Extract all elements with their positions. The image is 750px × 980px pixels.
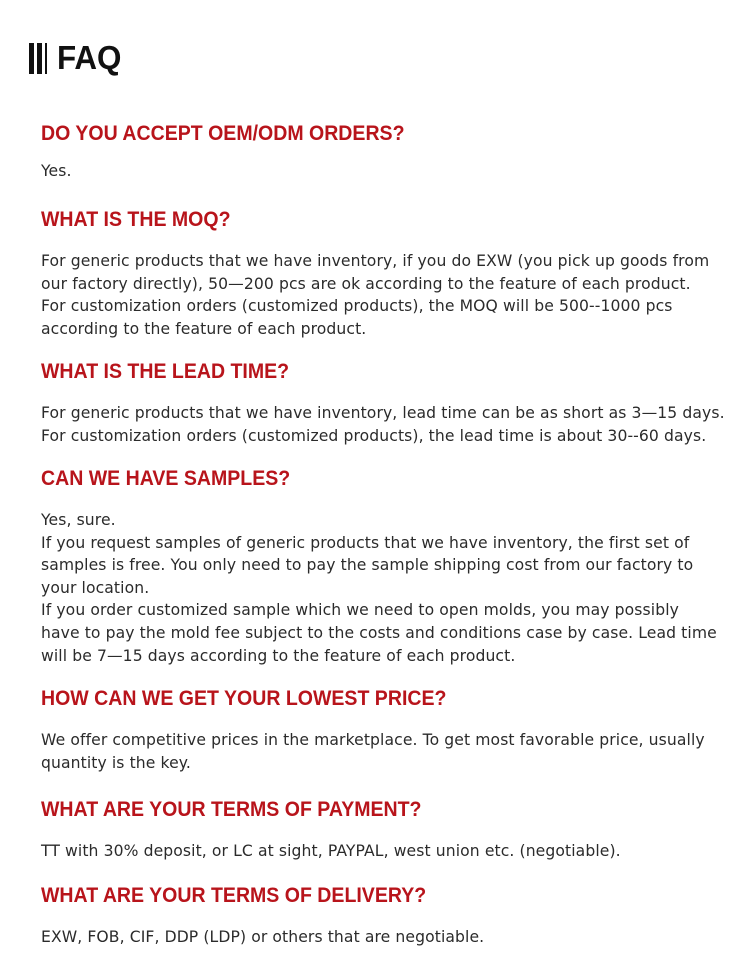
faq-question: HOW CAN WE GET YOUR LOWEST PRICE?: [41, 687, 447, 710]
bar-thick-1: [29, 43, 34, 74]
faq-header: [29, 40, 125, 76]
faq-answer: [41, 509, 731, 667]
faq-answer: [41, 840, 731, 863]
faq-answer: [41, 160, 731, 183]
faq-answer: [41, 402, 731, 447]
answer-line: EXW, FOB, CIF, DDP (LDP) or others that are negotiable.: [41, 928, 485, 946]
faq-question: WHAT IS THE LEAD TIME?: [41, 360, 290, 383]
faq-question: DO YOU ACCEPT OEM/ODM ORDERS?: [41, 122, 405, 145]
answer-line: quantity is the key.: [41, 753, 191, 772]
faq-answer: [41, 729, 731, 774]
page-title: FAQ: [57, 39, 122, 76]
answer-line: If you order customized sample which we need to open molds, you may possibly: [41, 601, 679, 620]
faq-question: CAN WE HAVE SAMPLES?: [41, 467, 291, 490]
faq-item-moq: [41, 207, 731, 340]
faq-item-payment: [41, 797, 731, 863]
answer-line: Yes, sure.: [41, 511, 116, 529]
answer-line: have to pay the mold fee subject to the costs and conditions case by case. Lead time: [41, 623, 717, 642]
triple-bar-icon: [29, 43, 47, 74]
answer-line: your location.: [41, 578, 150, 597]
bar-thick-2: [37, 43, 42, 74]
answer-line: For customization orders (customized products), the MOQ will be 500--1000 pcs: [41, 297, 673, 316]
answer-line: according to the feature of each product.: [41, 319, 367, 338]
answer-line: We offer competitive prices in the marketplace. To get most favorable price, usually: [41, 731, 705, 749]
faq-question: WHAT ARE YOUR TERMS OF DELIVERY?: [41, 884, 427, 907]
answer-line: For generic products that we have inventory, lead time can be as short as 3—15 days.: [41, 404, 725, 422]
faq-item-samples: [41, 466, 731, 667]
answer-line: will be 7—15 days according to the feature of each product.: [41, 646, 516, 665]
answer-line: If you request samples of generic products that we have inventory, the first set of: [41, 533, 690, 552]
answer-line: For generic products that we have inventory, if you do EXW (you pick up goods from: [41, 252, 710, 270]
faq-question: WHAT ARE YOUR TERMS OF PAYMENT?: [41, 798, 422, 821]
faq-item-lead-time: [41, 359, 731, 447]
faq-item-price: [41, 686, 731, 774]
faq-item-oem: [41, 121, 731, 183]
answer-line: Yes.: [41, 162, 72, 180]
answer-line: our factory directly), 50—200 pcs are ok according to the feature of each product.: [41, 274, 691, 293]
faq-item-delivery: [41, 883, 731, 949]
answer-line: TT with 30% deposit, or LC at sight, PAYPAL, west union etc. (negotiable).: [41, 842, 621, 860]
answer-line: samples is free. You only need to pay the sample shipping cost from our factory to: [41, 556, 694, 575]
answer-line: For customization orders (customized products), the lead time is about 30--60 days.: [41, 426, 707, 445]
bar-thin: [45, 43, 47, 74]
faq-question: WHAT IS THE MOQ?: [41, 208, 231, 231]
faq-answer: [41, 250, 731, 340]
faq-answer: [41, 926, 731, 949]
